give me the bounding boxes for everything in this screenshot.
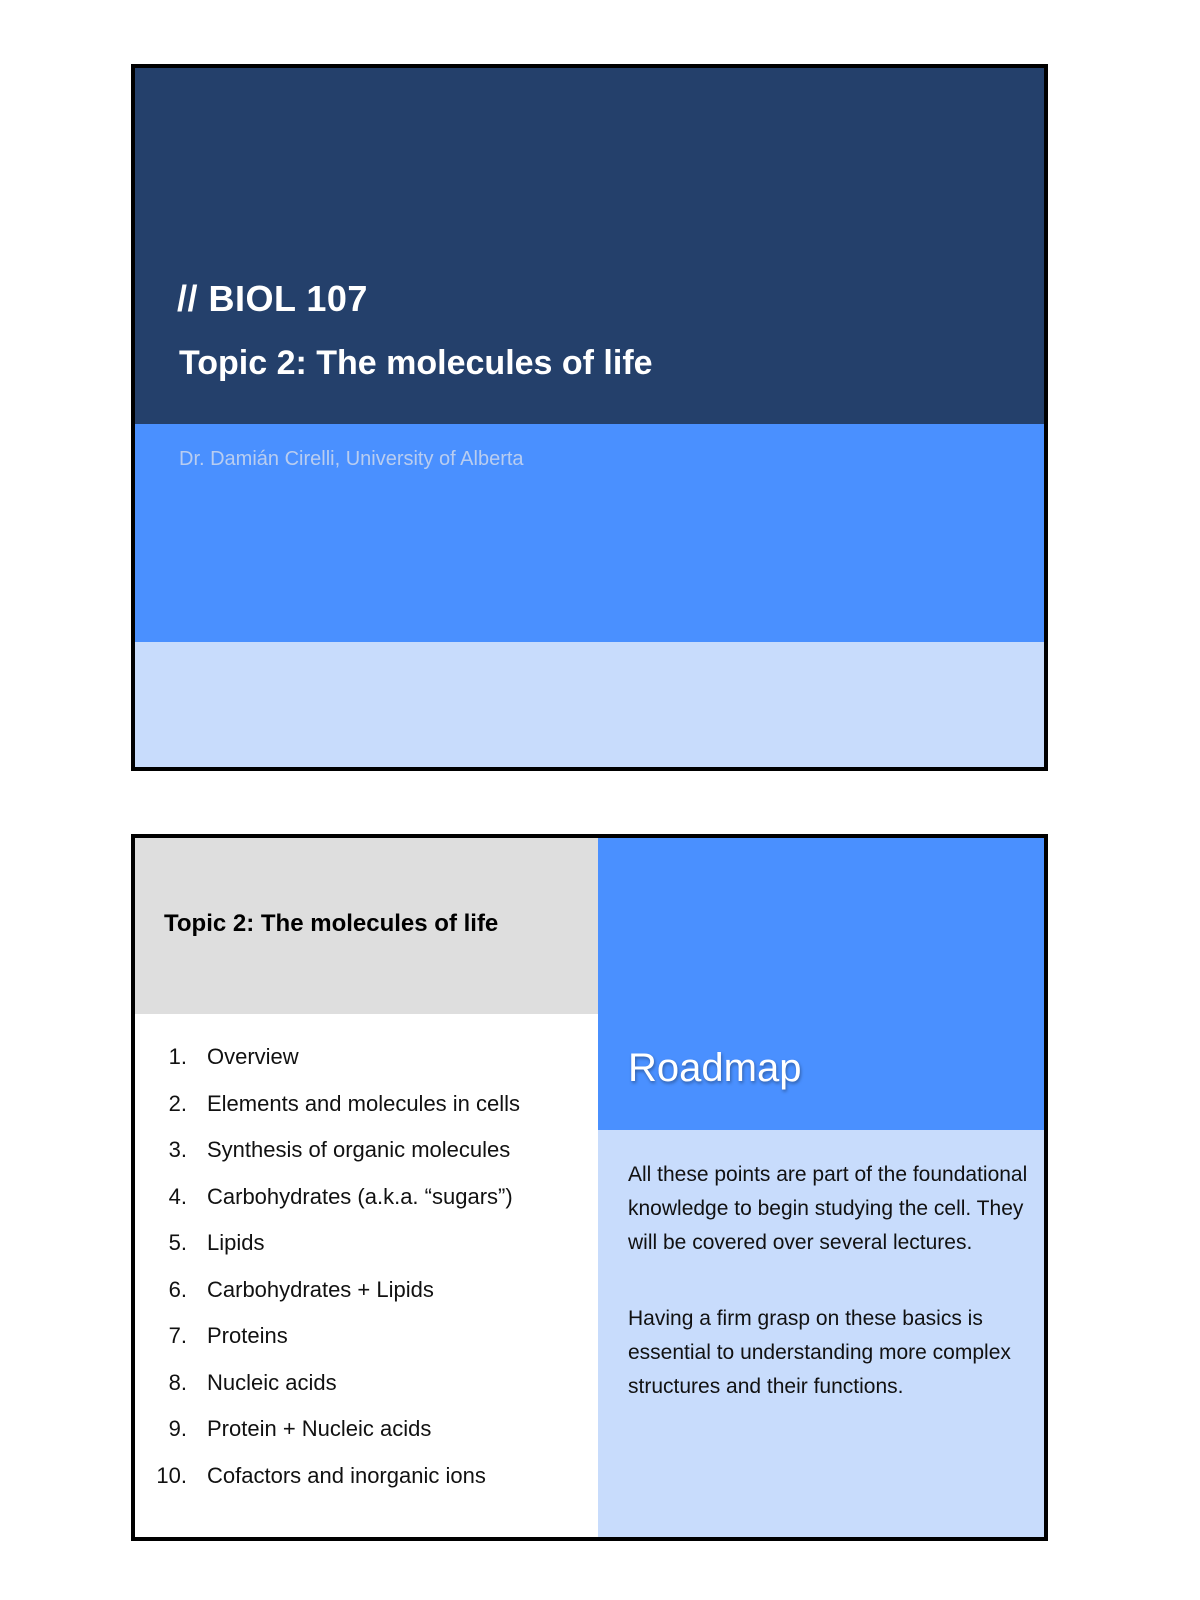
item-label: Synthesis of organic molecules (207, 1137, 511, 1162)
item-number: 9. (168, 1416, 187, 1441)
topic-title: Topic 2: The molecules of life (164, 910, 499, 937)
list-item (135, 1453, 598, 1500)
list-item (135, 1360, 598, 1407)
item-label: Proteins (207, 1323, 288, 1348)
item-label: Carbohydrates + Lipids (207, 1276, 434, 1302)
course-code: // BIOL 107 (177, 278, 368, 319)
list-item (135, 1081, 598, 1128)
item-number: 10. (156, 1462, 187, 1488)
author-line: Dr. Damián Cirelli, University of Alberta (179, 448, 524, 470)
item-number: 5. (168, 1230, 187, 1255)
list-item (135, 1267, 598, 1314)
footer-band (135, 642, 1044, 767)
item-label: Nucleic acids (207, 1369, 337, 1395)
list-item (135, 1174, 598, 1221)
slide-title: Topic 2: The molecules of life (179, 344, 653, 382)
list-item (135, 1220, 598, 1267)
roadmap-paragraph: All these points are part of the foundational knowledge to begin studying the cell. They will be covered over several lectures. (628, 1163, 1028, 1254)
item-label: Cofactors and inorganic ions (207, 1462, 486, 1488)
roadmap-body-panel (598, 1130, 1044, 1537)
item-number: 8. (168, 1369, 187, 1395)
item-label: Lipids (207, 1230, 265, 1255)
roadmap-slide (131, 834, 1048, 1541)
item-label: Carbohydrates (a.k.a. “sugars”) (207, 1183, 513, 1209)
list-item (135, 1313, 598, 1360)
item-number: 2. (168, 1090, 187, 1116)
list-item (135, 1034, 598, 1081)
list-item (135, 1127, 598, 1174)
topic-list (135, 1034, 598, 1499)
item-number: 1. (168, 1044, 187, 1069)
title-slide (131, 64, 1048, 771)
topic-header-panel (135, 838, 598, 1014)
item-number: 7. (168, 1323, 187, 1348)
item-label: Protein + Nucleic acids (207, 1416, 432, 1441)
item-label: Elements and molecules in cells (207, 1090, 521, 1116)
item-number: 4. (168, 1183, 187, 1209)
item-number: 3. (168, 1137, 187, 1162)
item-label: Overview (207, 1044, 299, 1069)
roadmap-title: Roadmap (628, 1046, 802, 1090)
item-number: 6. (168, 1276, 187, 1302)
list-item (135, 1406, 598, 1453)
roadmap-header-panel (598, 838, 1044, 1130)
roadmap-paragraph: Having a firm grasp on these basics is essential to understanding more complex structures and their functions. (628, 1307, 1011, 1398)
